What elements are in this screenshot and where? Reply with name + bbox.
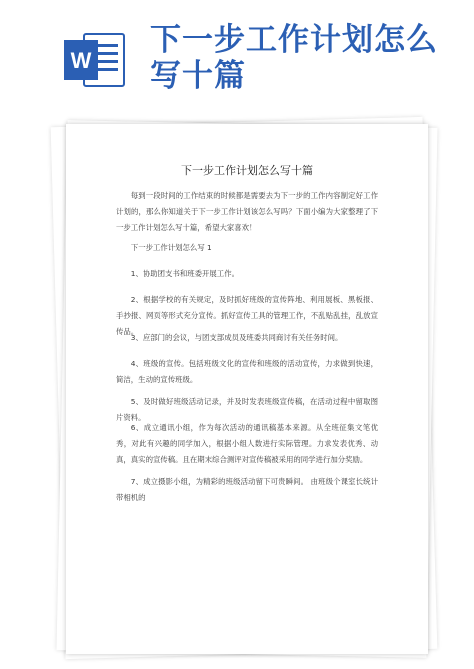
paragraph-item-1: 1、协助团支书和班委开展工作。 [130, 269, 239, 278]
section-heading: 下一步工作计划怎么写 1 [130, 243, 212, 252]
paragraph-item-5: 5、及时做好班级活动记录，并及时发表班级宣传稿，在活动过程中留取图片资料。 [116, 397, 378, 422]
document-page [66, 124, 428, 654]
word-icon [62, 30, 126, 90]
paragraph-item-3: 3、应部门的会议，与团支部成员及班委共同商讨有关任务时间。 [130, 333, 343, 342]
intro-paragraph: 每到一段时间的工作结束的时候都是需要去为下一步的工作内容制定好工作计划的，那么你知道关于下一步工作计划该怎么写吗？下面小编为大家整理了下一步工作计划怎么写十篇，希望大家喜欢！ [116, 191, 378, 232]
document-title: 下一步工作计划怎么写十篇 [181, 164, 313, 177]
paragraph-item-6: 6、成立通讯小组，作为每次活动的通讯稿基本来源。从全班征集文笔优秀，对此有兴趣的同学加入，根据小组人数进行实际管理。力求发表优秀、动真，真实的宣传稿。且在期末综合测评对宣传稿被采用的同学进行加分奖励。 [116, 423, 378, 464]
header-banner [0, 0, 474, 112]
banner-title: 下一步工作计划怎么写十篇 [150, 22, 438, 94]
logo-letter: W [70, 48, 92, 73]
paragraph-item-4: 4、班级的宣传。包括班级文化的宣传和班级的活动宣传，力求做到快速，简洁，生动的宣传班级。 [116, 359, 378, 384]
paragraph-item-7: 7、成立摄影小组，为精彩的班级活动留下可贵瞬间。 由班级个课室长统计带相机的 [116, 477, 378, 502]
paragraph-item-2: 2、根据学校的有关规定，及时抓好班级的宣传阵地、利用展板、黑板报、手抄报、网页等形式充分宣传。抓好宣传工具的管理工作，不乱贴乱挂，乱放宣传品。 [116, 295, 378, 336]
